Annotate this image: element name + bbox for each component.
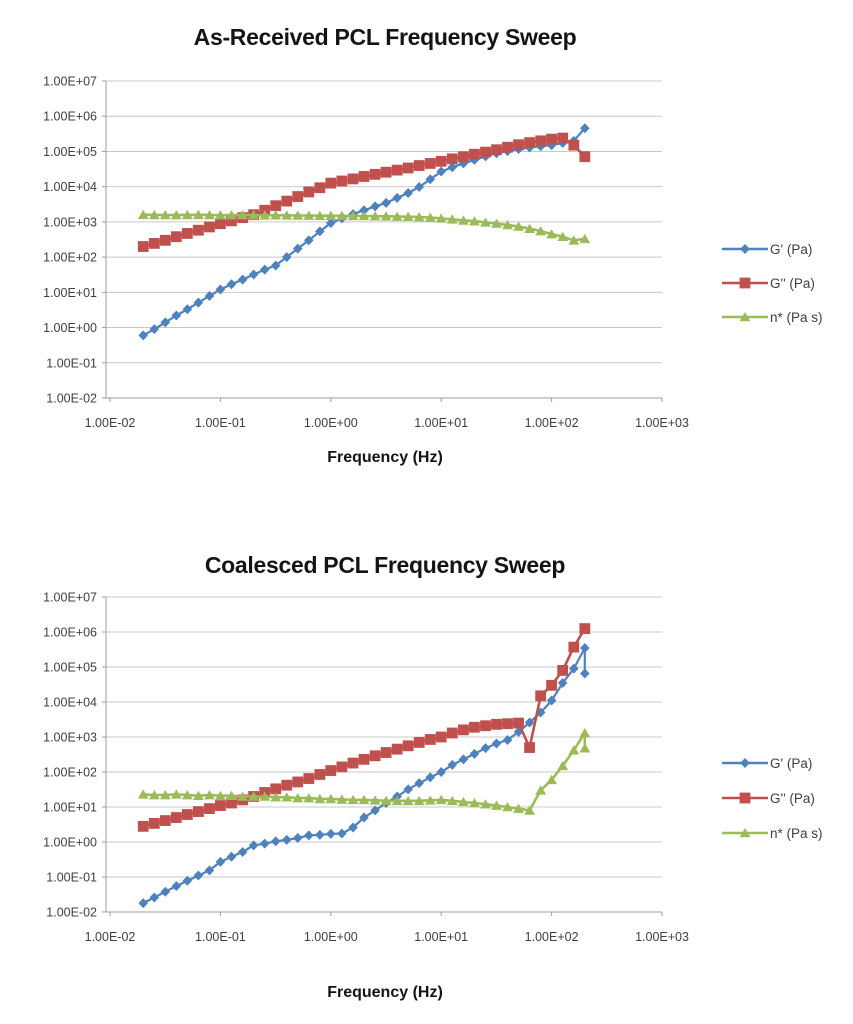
data-point-marker xyxy=(370,169,381,180)
x-axis-title: Frequency (Hz) xyxy=(327,449,443,466)
data-point-marker xyxy=(740,758,750,768)
data-point-marker xyxy=(425,734,436,745)
y-tick-label: 1.00E-02 xyxy=(46,391,97,406)
data-point-marker xyxy=(436,156,447,167)
data-point-marker xyxy=(281,780,292,791)
data-point-marker xyxy=(740,793,751,804)
x-tick-label: 1.00E+03 xyxy=(635,930,689,944)
y-tick-label: 1.00E-02 xyxy=(46,905,97,920)
data-point-marker xyxy=(392,165,403,176)
data-point-marker xyxy=(138,330,148,340)
data-point-marker xyxy=(138,821,149,832)
data-point-marker xyxy=(557,665,568,676)
data-point-marker xyxy=(171,231,182,242)
data-point-marker xyxy=(381,167,392,178)
chart-coalesced-pcl xyxy=(0,512,853,1024)
data-point-marker xyxy=(160,815,171,826)
data-point-marker xyxy=(337,828,347,838)
data-point-marker xyxy=(215,218,226,229)
data-point-marker xyxy=(182,228,193,239)
data-point-marker xyxy=(546,680,557,691)
x-tick-label: 1.00E+01 xyxy=(414,930,469,944)
y-tick-label: 1.00E+04 xyxy=(43,695,97,710)
data-point-marker xyxy=(579,728,590,737)
legend xyxy=(722,238,852,340)
g-double-prime-marker-icon xyxy=(722,276,768,290)
data-point-marker xyxy=(304,830,314,840)
data-point-marker xyxy=(238,847,248,857)
data-point-marker xyxy=(193,225,204,236)
data-point-marker xyxy=(458,151,469,162)
g-prime-marker-icon xyxy=(722,242,768,256)
data-point-marker xyxy=(425,772,435,782)
n-star-marker-icon xyxy=(722,310,768,324)
data-point-marker xyxy=(403,784,413,794)
y-tick-label: 1.00E+03 xyxy=(43,215,97,230)
data-point-marker xyxy=(580,669,590,679)
y-tick-label: 1.00E+06 xyxy=(43,109,97,124)
data-point-marker xyxy=(381,198,391,208)
data-point-marker xyxy=(260,265,270,275)
data-point-marker xyxy=(215,800,226,811)
data-point-marker xyxy=(557,133,568,144)
y-tick-label: 1.00E-01 xyxy=(46,356,97,371)
data-point-marker xyxy=(568,642,579,653)
data-point-marker xyxy=(314,182,325,193)
data-point-marker xyxy=(492,739,502,749)
y-tick-label: 1.00E+05 xyxy=(43,660,97,675)
x-tick-label: 1.00E+02 xyxy=(524,416,579,430)
data-point-marker xyxy=(315,830,325,840)
g-double-prime-marker-icon xyxy=(722,791,768,805)
data-point-marker xyxy=(172,881,182,891)
data-point-marker xyxy=(183,304,193,314)
legend-label: n* (Pa s) xyxy=(770,825,823,841)
legend-label: G'' (Pa) xyxy=(770,790,815,806)
legend xyxy=(722,752,852,857)
data-point-marker xyxy=(336,761,347,772)
data-point-marker xyxy=(535,135,546,146)
data-point-marker xyxy=(336,176,347,187)
n-star-marker-icon xyxy=(722,826,768,840)
y-tick-label: 1.00E+07 xyxy=(43,590,97,605)
data-point-marker xyxy=(238,275,248,285)
g-prime-marker-icon xyxy=(722,756,768,770)
data-point-marker xyxy=(414,778,424,788)
data-point-marker xyxy=(524,742,535,753)
data-point-marker xyxy=(149,818,160,829)
data-point-marker xyxy=(138,898,148,908)
data-point-marker xyxy=(469,722,480,733)
y-tick-label: 1.00E+01 xyxy=(43,285,97,300)
data-point-marker xyxy=(480,720,491,731)
x-tick-label: 1.00E+03 xyxy=(635,416,689,430)
y-tick-label: 1.00E+07 xyxy=(43,74,97,89)
y-tick-label: 1.00E+06 xyxy=(43,625,97,640)
data-point-marker xyxy=(194,298,204,308)
data-point-marker xyxy=(314,769,325,780)
data-point-marker xyxy=(348,174,359,185)
x-tick-label: 1.00E-01 xyxy=(195,930,246,944)
data-point-marker xyxy=(480,147,491,158)
x-tick-label: 1.00E+00 xyxy=(303,416,358,430)
data-point-marker xyxy=(392,193,402,203)
legend-item-g-double-prime xyxy=(722,272,852,294)
data-point-marker xyxy=(447,153,458,164)
data-point-marker xyxy=(436,732,447,743)
legend-item-g-prime xyxy=(722,238,852,260)
data-point-marker xyxy=(161,317,171,327)
data-point-marker xyxy=(403,163,414,174)
data-point-marker xyxy=(535,690,546,701)
data-point-marker xyxy=(481,743,491,753)
data-point-marker xyxy=(513,718,524,729)
data-point-marker xyxy=(470,749,480,759)
data-point-marker xyxy=(403,188,413,198)
data-point-marker xyxy=(403,740,414,751)
data-point-marker xyxy=(546,134,557,145)
data-point-marker xyxy=(249,270,259,280)
y-tick-label: 1.00E+02 xyxy=(43,250,97,265)
data-point-marker xyxy=(227,279,237,289)
data-point-marker xyxy=(370,750,381,761)
data-point-marker xyxy=(138,241,149,252)
data-point-marker xyxy=(260,839,270,849)
data-point-marker xyxy=(160,235,171,246)
y-tick-label: 1.00E+02 xyxy=(43,765,97,780)
data-point-marker xyxy=(193,806,204,817)
x-tick-label: 1.00E+01 xyxy=(414,416,469,430)
data-point-marker xyxy=(579,743,590,752)
chart-title: As-Received PCL Frequency Sweep xyxy=(193,24,577,50)
data-point-marker xyxy=(271,836,281,846)
data-point-marker xyxy=(491,144,502,155)
data-point-marker xyxy=(270,200,281,211)
data-point-marker xyxy=(292,777,303,788)
data-point-marker xyxy=(414,737,425,748)
x-tick-label: 1.00E-01 xyxy=(195,416,246,430)
y-tick-label: 1.00E+00 xyxy=(43,835,97,850)
y-tick-label: 1.00E+03 xyxy=(43,730,97,745)
chart-title: Coalesced PCL Frequency Sweep xyxy=(204,552,566,578)
data-point-marker xyxy=(325,178,336,189)
data-point-marker xyxy=(150,324,160,334)
data-point-marker xyxy=(381,747,392,758)
data-point-marker xyxy=(149,238,160,249)
y-tick-label: 1.00E+01 xyxy=(43,800,97,815)
legend-label: n* (Pa s) xyxy=(770,309,823,325)
data-point-marker xyxy=(171,812,182,823)
series-line xyxy=(143,648,585,903)
legend-item-n-star xyxy=(722,306,852,328)
data-point-marker xyxy=(303,187,314,198)
legend-item-n-star xyxy=(722,822,852,844)
data-point-marker xyxy=(303,773,314,784)
data-point-marker xyxy=(447,728,458,739)
data-point-marker xyxy=(491,719,502,730)
y-tick-label: 1.00E+05 xyxy=(43,144,97,159)
data-point-marker xyxy=(740,278,751,289)
data-point-marker xyxy=(502,142,513,153)
data-point-marker xyxy=(436,767,446,777)
data-point-marker xyxy=(392,744,403,755)
legend-label: G' (Pa) xyxy=(770,755,813,771)
x-tick-label: 1.00E-02 xyxy=(84,416,136,430)
data-point-marker xyxy=(194,871,204,881)
legend-item-g-prime xyxy=(722,752,852,774)
legend-label: G' (Pa) xyxy=(770,241,813,257)
data-point-marker xyxy=(150,892,160,902)
data-point-marker xyxy=(370,201,380,211)
x-tick-label: 1.00E-02 xyxy=(84,930,136,944)
data-point-marker xyxy=(161,887,171,897)
data-point-marker xyxy=(227,852,237,862)
x-axis-title: Frequency (Hz) xyxy=(327,984,443,1001)
y-tick-label: 1.00E+04 xyxy=(43,180,97,195)
data-point-marker xyxy=(281,196,292,207)
data-point-marker xyxy=(579,151,590,162)
data-point-marker xyxy=(359,171,370,182)
data-point-marker xyxy=(469,149,480,160)
data-point-marker xyxy=(580,643,590,653)
data-point-marker xyxy=(579,623,590,634)
legend-item-g-double-prime xyxy=(722,787,852,809)
y-tick-label: 1.00E-01 xyxy=(46,870,97,885)
data-point-marker xyxy=(359,754,370,765)
data-point-marker xyxy=(204,222,215,233)
data-point-marker xyxy=(282,835,292,845)
data-point-marker xyxy=(513,139,524,150)
data-point-marker xyxy=(348,758,359,769)
data-point-marker xyxy=(216,285,226,295)
y-tick-label: 1.00E+00 xyxy=(43,321,97,336)
data-point-marker xyxy=(325,765,336,776)
data-point-marker xyxy=(740,244,750,254)
data-point-marker xyxy=(425,158,436,169)
x-tick-label: 1.00E+02 xyxy=(524,930,579,944)
data-point-marker xyxy=(204,803,215,814)
data-point-marker xyxy=(502,718,513,729)
data-point-marker xyxy=(568,140,579,151)
data-point-marker xyxy=(458,724,469,735)
legend-label: G'' (Pa) xyxy=(770,275,815,291)
data-point-marker xyxy=(292,191,303,202)
data-point-marker xyxy=(524,137,535,148)
data-point-marker xyxy=(182,809,193,820)
x-tick-label: 1.00E+00 xyxy=(303,930,358,944)
data-point-marker xyxy=(459,754,469,764)
data-point-marker xyxy=(414,160,425,171)
data-point-marker xyxy=(326,829,336,839)
data-point-marker xyxy=(172,310,182,320)
